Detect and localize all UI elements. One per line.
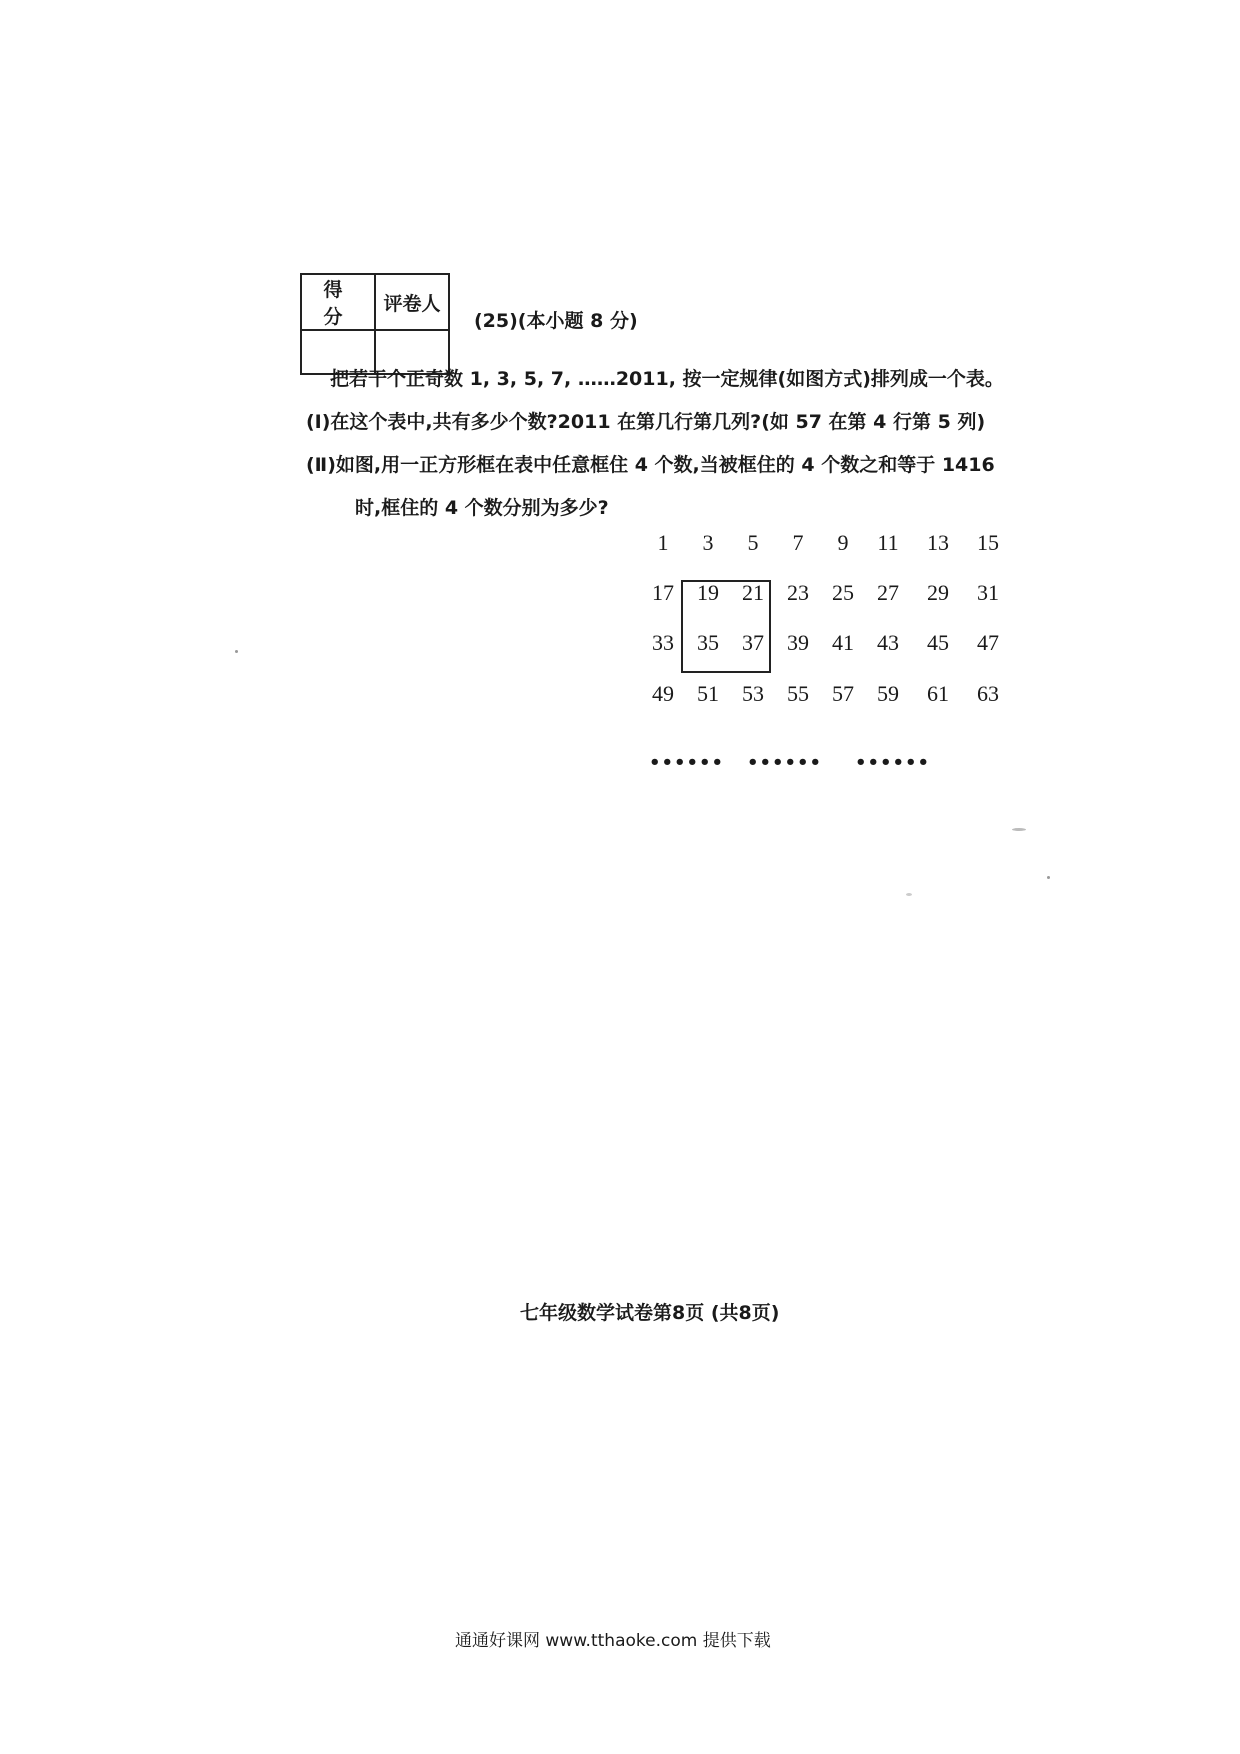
question-part1: (Ⅰ)在这个表中,共有多少个数?2011 在第几行第几列?(如 57 在第 4 行第 5 列) <box>306 411 986 433</box>
table-cell: 23 <box>787 580 809 605</box>
grader-header: 评卷人 <box>375 274 449 330</box>
table-cell: 5 <box>747 530 759 555</box>
table-cell: 11 <box>877 530 899 555</box>
table-cell: 57 <box>832 681 854 706</box>
table-cell: 49 <box>652 681 674 706</box>
site-footer: 通通好课网 www.tthaoke.com 提供下载 <box>455 1631 771 1651</box>
table-cell: 51 <box>697 681 719 706</box>
ellipsis-dots: •••••• <box>649 752 725 773</box>
scan-speck <box>906 893 912 896</box>
scan-speck <box>235 650 238 653</box>
question-part2-line2: 时,框住的 4 个数分别为多少? <box>355 497 609 519</box>
score-header: 得 分 <box>301 274 375 330</box>
score-table <box>300 273 450 375</box>
table-cell: 39 <box>787 630 809 655</box>
table-cell: 21 <box>742 580 764 605</box>
table-cell: 13 <box>927 530 949 555</box>
table-cell: 35 <box>697 630 719 655</box>
table-cell: 3 <box>702 530 714 555</box>
table-cell: 33 <box>652 630 674 655</box>
question-intro: 把若干个正奇数 1, 3, 5, 7, ……2011, 按一定规律(如图方式)排列成一个表。 <box>330 368 1004 390</box>
table-cell: 31 <box>977 580 999 605</box>
table-cell: 19 <box>697 580 719 605</box>
table-cell: 25 <box>832 580 854 605</box>
page-footer: 七年级数学试卷第8页 (共8页) <box>520 1302 780 1324</box>
table-cell: 43 <box>877 630 899 655</box>
table-cell: 53 <box>742 681 764 706</box>
question-title: (25)(本小题 8 分) <box>474 310 638 332</box>
table-cell: 61 <box>927 681 949 706</box>
scan-speck <box>1012 828 1026 831</box>
table-cell: 47 <box>977 630 999 655</box>
table-cell: 27 <box>877 580 899 605</box>
table-cell: 37 <box>742 630 764 655</box>
table-cell: 15 <box>977 530 999 555</box>
square-frame <box>681 580 771 673</box>
scan-speck <box>1047 876 1050 879</box>
table-cell: 29 <box>927 580 949 605</box>
table-cell: 41 <box>832 630 854 655</box>
table-cell: 63 <box>977 681 999 706</box>
table-cell: 9 <box>837 530 849 555</box>
table-cell: 1 <box>657 530 669 555</box>
table-cell: 17 <box>652 580 674 605</box>
table-cell: 7 <box>792 530 804 555</box>
question-part2-line1: (Ⅱ)如图,用一正方形框在表中任意框住 4 个数,当被框住的 4 个数之和等于 1416 <box>306 454 995 476</box>
ellipsis-dots: •••••• <box>747 752 823 773</box>
table-cell: 59 <box>877 681 899 706</box>
table-cell: 55 <box>787 681 809 706</box>
table-cell: 45 <box>927 630 949 655</box>
ellipsis-dots: •••••• <box>855 752 931 773</box>
